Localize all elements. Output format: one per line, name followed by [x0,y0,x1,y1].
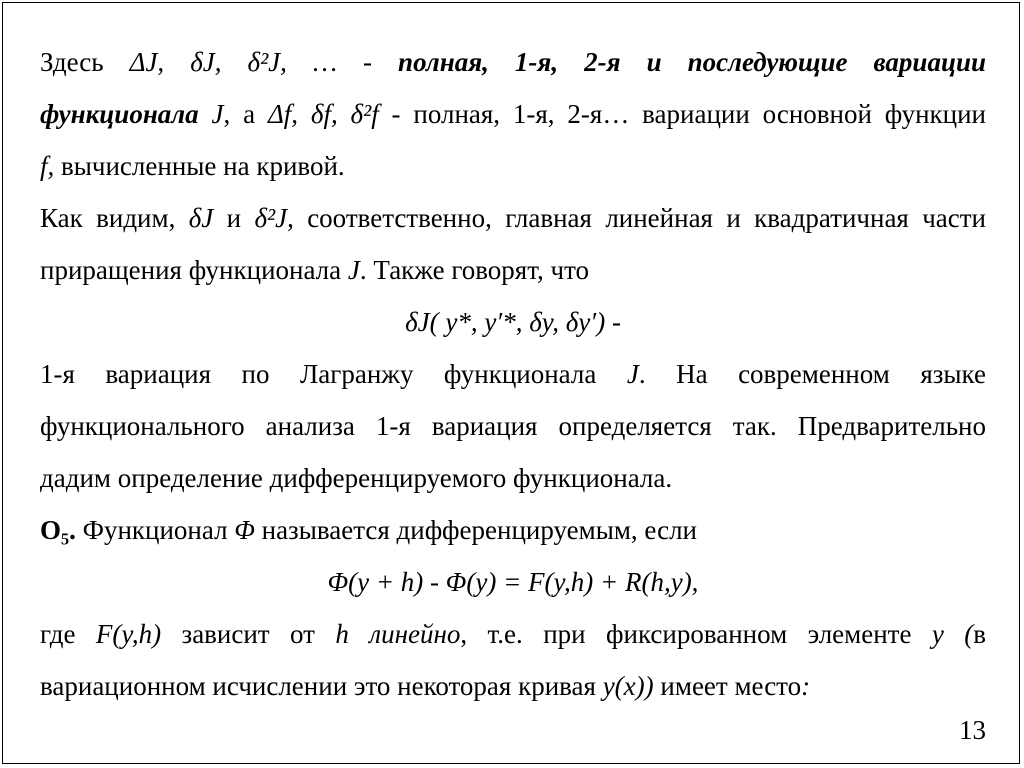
math-f: f, [40,151,55,181]
text-linearly: линейно [348,619,461,649]
text: - полная, 1-я, 2-я… вариации основной функции [378,99,987,129]
math-Phi: Φ [234,515,255,545]
text: 1-я вариация по Лагранжу функционала [40,359,627,389]
text: вариационном исчислении это некоторая кривая [40,671,603,701]
text: . На современном языке [638,359,986,389]
para3-line2: функционального анализа 1-я вариация определяется так. Предварительно [40,411,986,441]
text: где [40,619,96,649]
math-dJ: δJ [188,203,214,233]
text: . Также говорят, что [359,255,590,285]
text: приращения функционала [40,255,348,285]
text: называется дифференцируемым, если [254,515,697,545]
text: , т.е. при фиксированном элементе [460,619,932,649]
formula-lagrange-variation: δJ( y*, y′*, δy, δy′) - [405,307,621,337]
text: имеет место [653,671,802,701]
para5-line2 [40,660,986,712]
para1-line3 [40,140,986,192]
text: , соответственно, главная линейная и квадратичная части [287,203,986,233]
para1-line1 [40,36,986,88]
text: Функционал [75,515,235,545]
text: - [336,47,399,77]
math-J: J [347,255,360,285]
math-J: J [211,99,224,129]
para2-line2 [40,244,986,296]
colon: : [801,671,811,701]
slide-content [40,36,986,712]
text: Как видим, [40,203,189,233]
math-J: J [626,359,639,389]
text: вычисленные на кривой. [54,151,345,181]
math-yx: y(x)) [602,671,654,701]
math-d2J: δ²J [254,203,288,233]
definition-o5 [40,504,986,556]
text: в [973,619,987,649]
text: и [213,203,255,233]
para3-line1 [40,348,986,400]
math-y: y ( [931,619,974,649]
text: , а [223,99,268,129]
formula-differentiable: Φ(y + h) - Φ(y) = F(y,h) + R(h,y), [327,567,699,597]
para2-line1 [40,192,986,244]
emphasis-text: функционала [40,99,199,129]
math-variations-J: ΔJ, δJ, δ²J, … [129,47,337,77]
text: зависит от [161,619,336,649]
definition-label: O₅. [40,515,76,545]
math-Fyh: F(y,h) [95,619,162,649]
text: Здесь [40,47,104,77]
para3-line3: дадим определение дифференцируемого функционала. [40,463,673,493]
para5-line1 [40,608,986,660]
math-variations-f: Δf, δf, δ²f [267,99,379,129]
emphasis-text: полная, 1-я, 2-я и последующие вариации [398,47,986,77]
math-h: h [335,619,349,649]
para1-line2 [40,88,986,140]
page-number: 13 [959,715,986,745]
